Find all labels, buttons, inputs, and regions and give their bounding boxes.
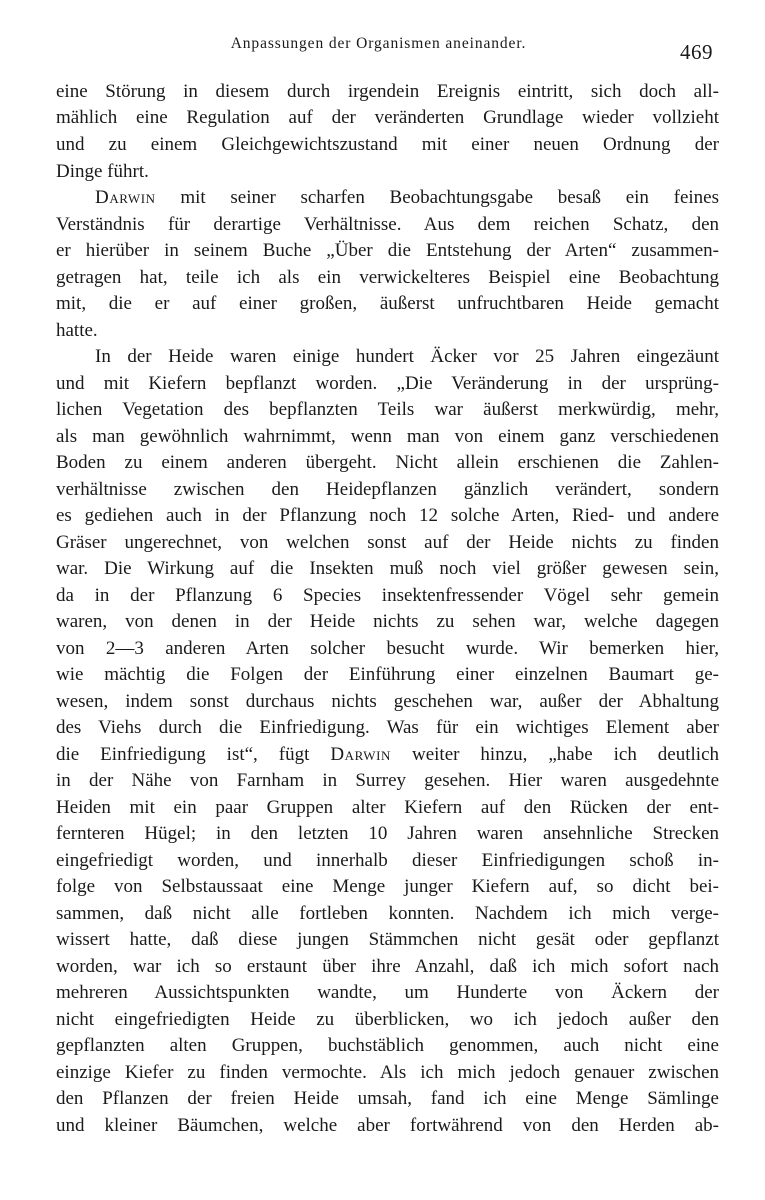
text-line: Dinge führt. <box>56 161 149 182</box>
text-line: Gräser ungerechnet, von welchen sonst auf der Heide nichts zu finden <box>56 532 719 553</box>
text-line: folge von Selbstaussaat eine Menge junger Kiefern auf, so dicht bei- <box>56 876 719 897</box>
text-line <box>95 184 719 211</box>
text-line: nicht eingefriedigten Heide zu überblicken, wo ich jedoch außer den <box>56 1009 719 1030</box>
text-span: die Einfriedigung ist“, fügt <box>56 744 331 765</box>
running-head <box>0 35 765 53</box>
text-line: wissert hatte, daß diese jungen Stämmchen nicht gesät oder gepflanzt <box>56 929 719 950</box>
text-line: waren, von denen in der Heide nichts zu sehen war, welche dagegen <box>56 611 719 632</box>
text-line: In der Heide waren einige hundert Äcker vor 25 Jahren eingezäunt <box>95 346 719 367</box>
text-line: hatte. <box>56 320 98 341</box>
text-line: in der Nähe von Farnham in Surrey gesehen. Hier waren ausgedehnte <box>56 770 719 791</box>
text-line <box>56 741 719 768</box>
text-line: er hierüber in seinem Buche „Über die Entstehung der Arten“ zusammen- <box>56 240 719 261</box>
author-name: Darwin <box>330 744 392 765</box>
text-line: eingefriedigt worden, und innerhalb dieser Einfriedigungen schoß in- <box>56 850 719 871</box>
running-title: Anpassungen der Organismen aneinander. <box>230 35 527 52</box>
text-line: Verständnis für derartige Verhältnisse. Aus dem reichen Schatz, den <box>56 214 719 235</box>
text-line: wie mächtig die Folgen der Einführung einer einzelnen Baumart ge- <box>56 664 719 685</box>
text-line: mit, die er auf einer großen, äußerst unfruchtbaren Heide gemacht <box>56 293 719 314</box>
page-number: 469 <box>680 40 713 64</box>
author-name: Darwin <box>95 187 156 208</box>
text-line: eine Störung in diesem durch irgendein Ereignis eintritt, sich doch all- <box>56 81 719 102</box>
text-line: fernteren Hügel; in den letzten 10 Jahren waren ansehnliche Strecken <box>56 823 719 844</box>
text-line: mehreren Aussichtspunkten wandte, um Hunderte von Äckern der <box>56 982 719 1003</box>
text-line: und kleiner Bäumchen, welche aber fortwährend von den Herden ab- <box>56 1115 719 1136</box>
text-line: und zu einem Gleichgewichtszustand mit einer neuen Ordnung der <box>56 134 719 155</box>
text-line: einzige Kiefer zu finden vermochte. Als ich mich jedoch genauer zwischen <box>56 1062 719 1083</box>
text-line: Boden zu einem anderen übergeht. Nicht allein erschienen die Zahlen- <box>56 452 719 473</box>
text-line: verhältnisse zwischen den Heidepflanzen gänzlich verändert, sondern <box>56 479 719 500</box>
text-line: lichen Vegetation des bepflanzten Teils war äußerst merkwürdig, mehr, <box>56 399 719 420</box>
text-line: getragen hat, teile ich als ein verwickelteres Beispiel eine Beobachtung <box>56 267 719 288</box>
text-line: gepflanzten alten Gruppen, buchstäblich genommen, auch nicht eine <box>56 1035 719 1056</box>
text-line: da in der Pflanzung 6 Species insektenfressender Vögel sehr gemein <box>56 585 719 606</box>
text-line: worden, war ich so erstaunt über ihre Anzahl, daß ich mich sofort nach <box>56 956 719 977</box>
text-line: und mit Kiefern bepflanzt worden. „Die Veränderung in der ursprüng- <box>56 373 719 394</box>
text-line: als man gewöhnlich wahrnimmt, wenn man von einem ganz verschiedenen <box>56 426 719 447</box>
text-line: Heiden mit ein paar Gruppen alter Kiefern auf den Rücken der ent- <box>56 797 719 818</box>
text-line: sammen, daß nicht alle fortleben konnten. Nachdem ich mich verge- <box>56 903 719 924</box>
text-line: es gediehen auch in der Pflanzung noch 12 solche Arten, Ried- und andere <box>56 505 719 526</box>
text-line: von 2—3 anderen Arten solcher besucht wurde. Wir bemerken hier, <box>56 638 719 659</box>
text-span: mit seiner scharfen Beobachtungsgabe besaß ein feines <box>155 187 719 208</box>
text-span: weiter hinzu, „habe ich deutlich <box>391 744 719 765</box>
text-line: mählich eine Regulation auf der veränderten Grundlage wieder vollzieht <box>56 107 719 128</box>
text-line: war. Die Wirkung auf die Insekten muß noch viel größer gewesen sein, <box>56 558 719 579</box>
text-line: wesen, indem sonst durchaus nichts geschehen war, außer der Abhaltung <box>56 691 719 712</box>
text-line: den Pflanzen der freien Heide umsah, fand ich eine Menge Sämlinge <box>56 1088 719 1109</box>
text-line: des Viehs durch die Einfriedigung. Was für ein wichtiges Element aber <box>56 717 719 738</box>
